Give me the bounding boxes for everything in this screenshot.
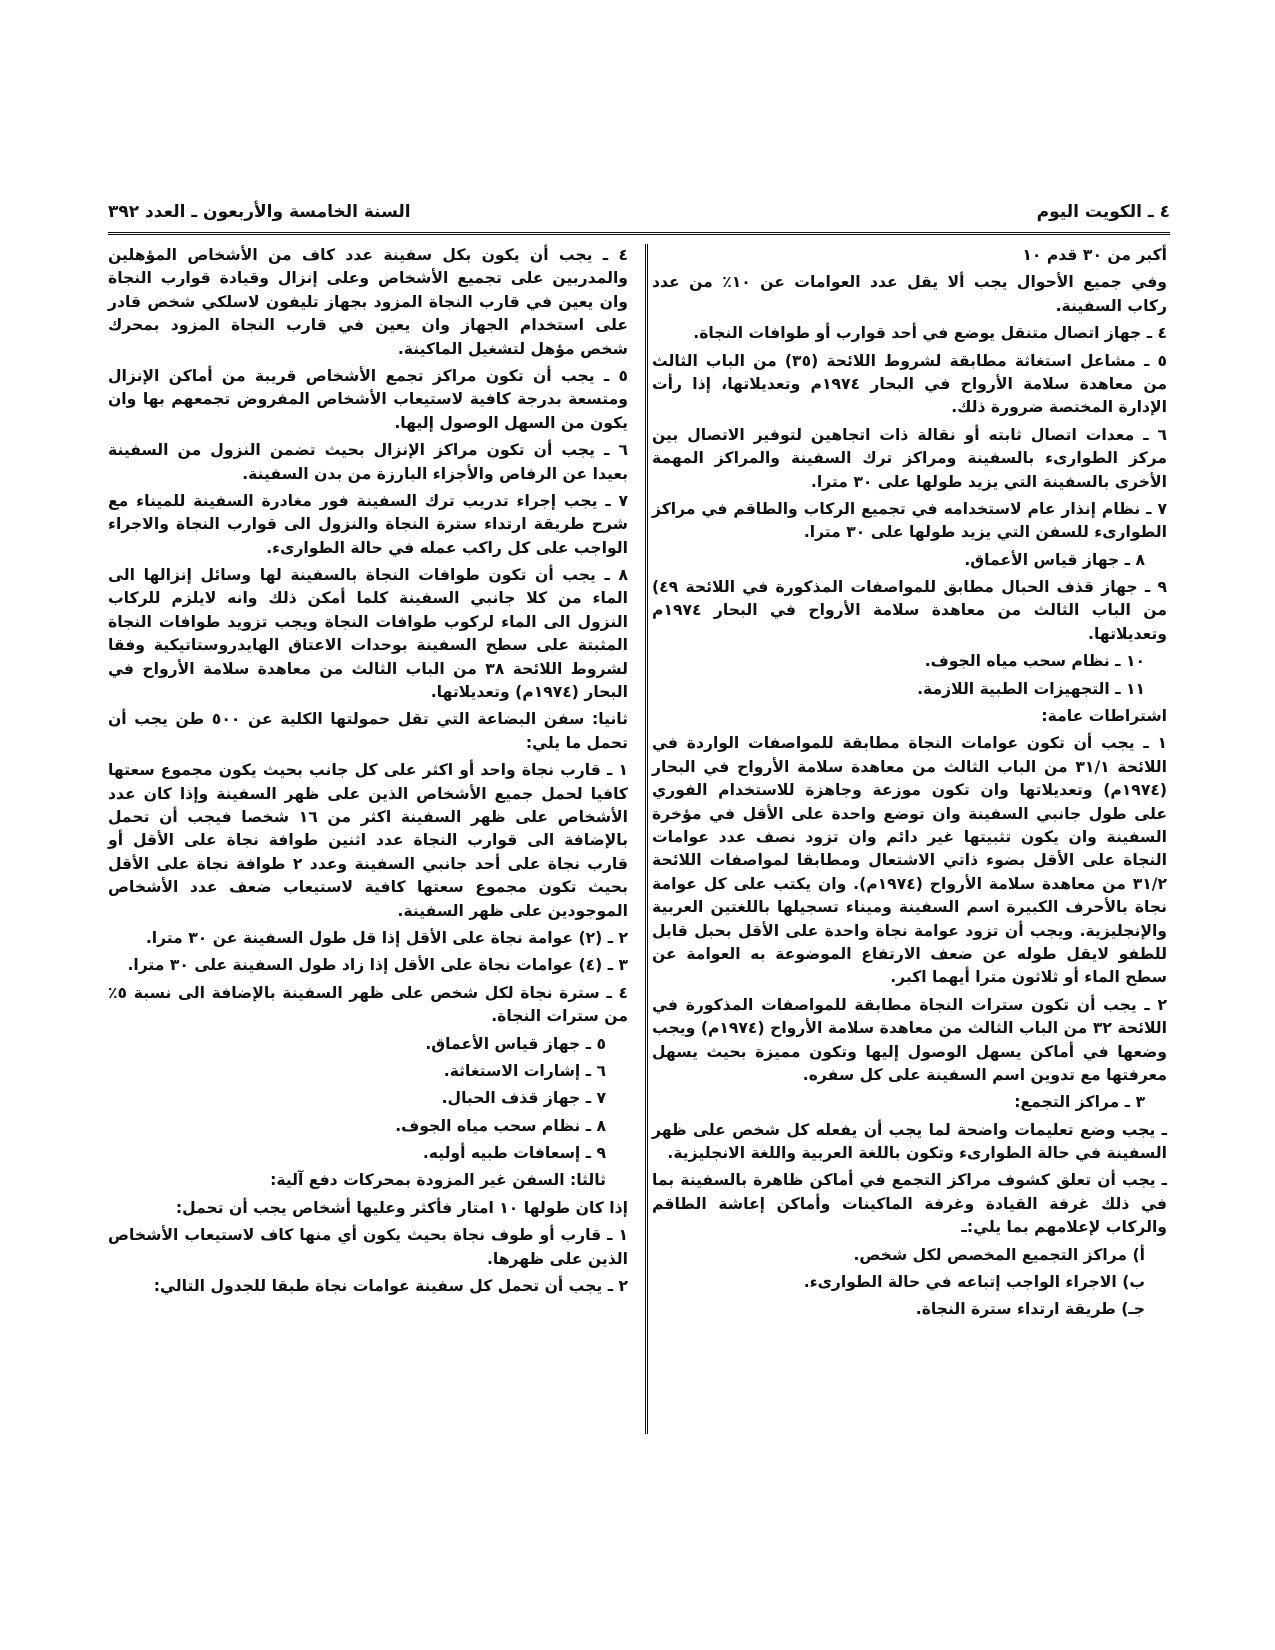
paragraph: ٧ ـ نظام إنذار عام لاستخدامه في تجميع الركاب والطاقم في مراكز الطوارىء للسفن التي يزيد طولها على ٣٠ مترا. [652, 499, 1167, 542]
paragraph: ٤ ـ يجب أن يكون بكل سفينة عدد كاف من الأشخاص المؤهلين والمدربين على تجميع الأشخاص وعلى إنزال وقيادة قوارب النجاة وان يعين في قارب النجاة المزود بجهاز تليفون لاسلكي شخص قادر على استخدام الجهاز وان يعين في قارب النجاة المزود بمحرك شخص مؤهل لتشغيل الماكينة. [108, 246, 628, 358]
paragraph: ٣ ـ (٤) عوامات نجاة على الأقل إذا زاد طول السفينة على ٣٠ مترا. [127, 956, 628, 975]
paragraph: ـ يجب وضع تعليمات واضحة لما يجب أن يفعله كل شخص على ظهر السفينة في حالة الطوارىء وتكون باللغة العربية واللغة الانجليزية. [652, 1120, 1167, 1163]
paragraph: ٤ ـ جهاز اتصال متنقل يوضع في أحد قوارب أو طوافات النجاة. [693, 324, 1167, 343]
paragraph: ١ ـ قارب أو طوف نجاة بحيث يكون أي منها كاف لاستيعاب الأشخاص الذين على ظهرها. [108, 1226, 628, 1268]
header-year-issue: السنة الخامسة والأربعون ـ العدد ٣٩٢ [108, 202, 411, 222]
paragraph: ثانيا: سفن البضاعة التي تقل حمولتها الكلية عن ٥٠٠ طن يجب أن تحمل ما يلي: [108, 710, 629, 752]
paragraph: وفي جميع الأحوال يجب ألا يقل عدد العوامات عن ١٠٪ من عدد ركاب السفينة. [652, 273, 1167, 315]
paragraph: جـ) طريقة ارتداء سترة النجاة. [915, 1300, 1145, 1319]
paragraph: ٣ ـ مراكز التجمع: [1014, 1093, 1145, 1112]
paragraph: ٥ ـ جهاز قياس الأعماق. [425, 1034, 606, 1053]
paragraph: ٤ ـ سترة نجاة لكل شخص على ظهر السفينة بالإضافة الى نسبة ٥٪ من سترات النجاة. [108, 983, 628, 1026]
paragraph: ٦ ـ معدات اتصال ثابته أو نقالة ذات اتجاهين لتوفير الاتصال بين مركز الطوارىء بالسفينة ومراكز ترك السفينة والمراكز المهمة الأخرى بالسفينة التي يزيد طولها على ٣٠ مترا. [652, 425, 1167, 491]
page-header [108, 198, 1170, 230]
paragraph: ٧ ـ يجب إجراء تدريب ترك السفينة فور مغادرة السفينة للميناء مع شرح طريقة ارتداء سترة النجاة والنزول الى قوارب النجاة والاجراء الواجب على كل راكب عمله في حالة الطوارىء. [108, 491, 628, 557]
header-rule [108, 232, 1170, 235]
paragraph: ٦ ـ يجب أن تكون مراكز الإنزال بحيث تضمن النزول من السفينة بعيدا عن الرفاص والأجزاء البارزة من بدن السفينة. [108, 441, 628, 483]
paragraph: ب) الاجراء الواجب إتباعه في حالة الطوارىء. [803, 1273, 1145, 1292]
paragraph: ٩ ـ جهاز قذف الحبال مطابق للمواصفات المذكورة في اللائحة ٤٩) من الباب الثالث من معاهدة سلامة الأرواح في البحار ١٩٧٤م وتعديلاتها. [652, 578, 1167, 643]
paragraph: ٨ ـ نظام سحب مياه الجوف. [395, 1116, 606, 1135]
paragraph: ثالثا: السفن غير المزودة بمحركات دفع آلية: [270, 1171, 606, 1190]
right-column [652, 244, 1167, 1326]
paragraph: ١٠ ـ نظام سحب مياه الجوف. [924, 652, 1145, 671]
paragraph: ١ ـ قارب نجاة واحد أو اكثر على كل جانب بحيث يكون مجموع سعتها كافيا لحمل جميع الأشخاص الذين على ظهر السفينة وإذا كان عدد الأشخاص على ظهر السفينة اكثر من ١٦ شخصا فيجب أن تحمل بالإضافة الى قوارب النجاة عدد اثنين طوافة نجاة على الأقل أو قارب نجاة على أحد جانبي السفينة وعدد ٢ طوافة نجاة على الأقل بحيث تكون مجموع سعتها كافية لاستيعاب ضعف عدد الأشخاص الموجودين على ظهر السفينة. [108, 761, 629, 920]
header-page-number-title: ٤ ـ الكويت اليوم [1036, 202, 1170, 222]
paragraph: ١ ـ يجب أن تكون عوامات النجاة مطابقة للمواصفات الواردة في اللائحة ٣١/١ من الباب الثالث من معاهدة سلامة الأرواح في البحار (١٩٧٤م) وتعديلاتها وان تكون موزعة وجاهزة للاستخدام الفوري على طول جانبي السفينة وان توضع واحدة على الأقل في مؤخرة السفينة وان يكون تثبيتها غير دائم وان تزود نصف عدد عوامات النجاة على الأقل بضوء ذاتي الاشتعال ومطابقا لمواصفات اللائحة ٣١/٢ من معاهدة سلامة الأرواح (١٩٧٤م). وان يكتب على كل عوامة نجاة بالأحرف الكبيرة اسم السفينة وميناء تسجيلها باللغتين العربية والإنجليزية. ويجب أن تزود عوامة نجاة واحدة على الأقل بحبل قابل للطفو لايقل طوله عن ضعف الارتفاع الموضوعة به العوامة عن سطح الماء أو ثلاثون مترا أيهما اكبر. [652, 734, 1167, 987]
column-divider [645, 244, 648, 1434]
paragraph: ٥ ـ مشاعل استغاثة مطابقة لشروط اللائحة (٣٥) من الباب الثالث من معاهدة سلامة الأرواح في البحار ١٩٧٤م وتعديلاتها، إذا رأت الإدارة المختصة ضرورة ذلك. [652, 351, 1168, 417]
left-column [108, 244, 628, 1302]
paragraph: ٢ ـ يجب أن تكون سترات النجاة مطابقة للمواصفات المذكورة في اللائحة ٣٢ من الباب الثالث من معاهدة سلامة الأرواح (١٩٧٤م) ويجب وضعها في أماكن يسهل الوصول إليها وتكون مميزة بحيث يسهل معرفتها مع تدوين اسم السفينة على كل سفره. [652, 995, 1167, 1084]
paragraph: ٨ ـ جهاز قياس الأعماق. [964, 550, 1145, 569]
paragraph: ٨ ـ يجب أن تكون طوافات النجاة بالسفينة لها وسائل إنزالها الى الماء من كلا جانبي السفينة كلما أمكن ذلك وانه لايلزم للركاب النزول الى الماء لركوب طوافات النجاة ويجب تزويد طوافات النجاة المثبتة على سطح السفينة بوحدات الاعتاق الهايدروستاتيكية وفقا لشروط اللائحة ٣٨ من الباب الثالث من معاهدة سلامة الأرواح في البحار (١٩٧٤م) وتعديلاتها. [108, 566, 628, 702]
paragraph: ١١ ـ التجهيزات الطبية اللازمة. [917, 679, 1145, 698]
paragraph: أكبر من ٣٠ قدم ١٠ [1022, 246, 1167, 264]
paragraph: ٩ ـ إسعافات طبيه أوليه. [422, 1144, 606, 1163]
paragraph: ٦ ـ إشارات الاستغاثة. [443, 1061, 606, 1080]
paragraph: ٢ ـ يجب أن تحمل كل سفينة عوامات نجاة طبقا للجدول التالي: [153, 1277, 628, 1296]
paragraph: ٥ ـ يجب أن تكون مراكز تجمع الأشخاص قريبة من أماكن الإنزال ومتسعة بدرجة كافية لاستيعاب الأشخاص المفروض تجمعهم بها وان يكون من السهل الوصول إليها. [108, 366, 628, 432]
paragraph: ٢ ـ (٢) عوامة نجاة على الأقل إذا قل طول السفينة عن ٣٠ مترا. [145, 928, 628, 947]
paragraph: أ) مراكز التجميع المخصص لكل شخص. [853, 1245, 1145, 1264]
paragraph: ـ يجب أن تعلق كشوف مراكز التجمع في أماكن ظاهرة بالسفينة بما في ذلك غرفة القيادة وغرفة الماكينات وأماكن إعاشة الطاقم والركاب لإعلامهم بما يلي:ـ [652, 1171, 1167, 1237]
paragraph: إذا كان طولها ١٠ امتار فأكثر وعليها أشخاص يجب أن تحمل: [175, 1198, 628, 1217]
paragraph: اشتراطات عامة: [1041, 707, 1167, 726]
paragraph: ٧ ـ جهاز قذف الحبال. [441, 1089, 606, 1108]
